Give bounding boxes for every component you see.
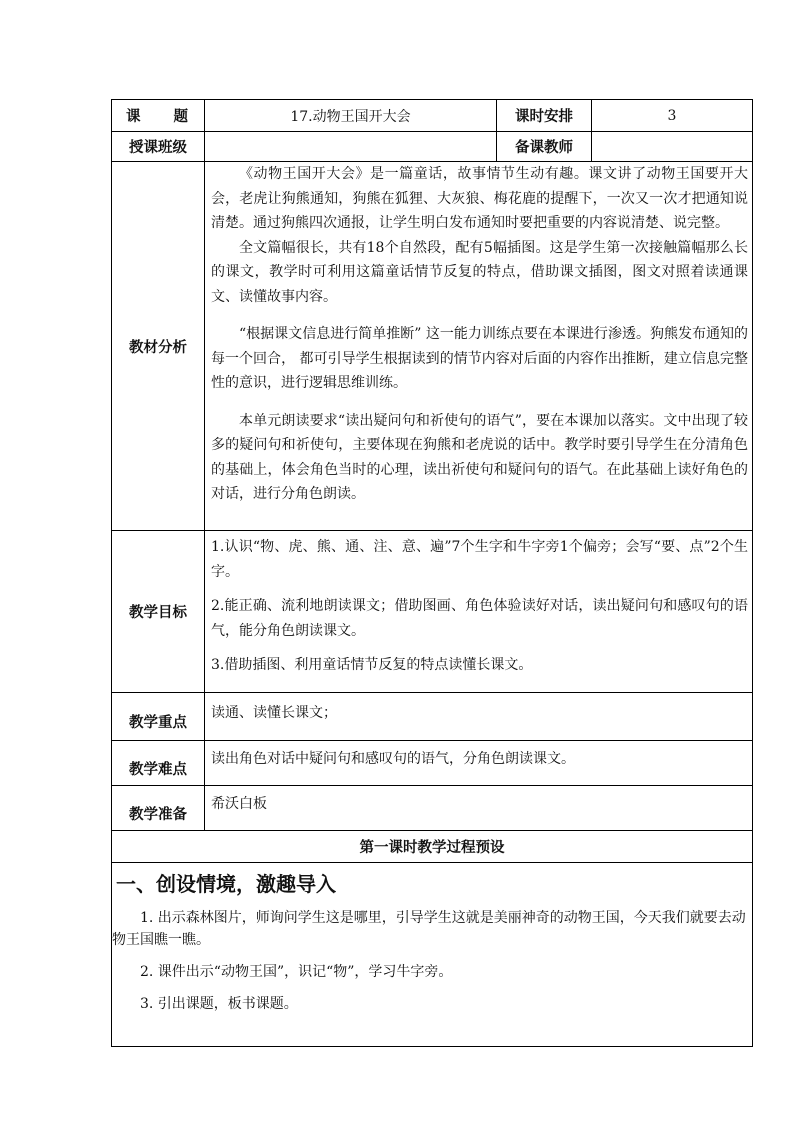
spacer [211,643,748,653]
spacer [112,899,748,907]
teacher-value [591,132,752,161]
analysis-label: 教材分析 [129,338,187,356]
row-course-title [112,100,752,131]
row-key-points [112,692,752,740]
spacer [211,584,748,594]
spacer [112,983,748,993]
goals-label: 教学目标 [129,604,187,621]
analysis-paragraph: 《动物王国开大会》是一篇童话，故事情节生动有趣。课文讲了动物王国要开大会，老虎让狗熊通知，狗熊在狐狸、大灰狼、梅花鹿的提醒下，一次又一次才把通知说清楚。通过狗熊四次通报，让学生明白发布通知时要把重要的内容说清楚、说完整。 [211,166,748,231]
process-section [112,862,752,1046]
goal-item: 3.借助插图、利用童话情节反复的特点读懂长课文。 [211,657,533,673]
class-label: 授课班级 [129,139,187,156]
class-value [204,132,496,161]
course-title: 17.动物王国开大会 [204,100,496,131]
process-title: 第一课时教学过程预设 [112,830,752,862]
spacer [211,396,748,409]
analysis-content [204,162,752,530]
schedule-label: 课时安排 [496,100,591,131]
spacer [211,309,748,322]
preparation-value: 希沃白板 [204,786,752,830]
analysis-paragraph: “根据课文信息进行简单推断” 这一能力训练点要在本课进行渗透。狗熊发布通知的每一个回合， 都可引导学生根据读到的情节内容对后面的内容作出推断，建立信息完整性的意识，进行逻辑思维训练。 [211,326,748,391]
analysis-paragraph: 全文篇幅很长，共有18个自然段，配有5幅插图。这是学生第一次接触篇幅那么长的课文，教学时可利用这篇童话情节反复的特点，借助课文插图，图文对照着读通课文、读懂故事内容。 [211,239,748,305]
goals-content [204,531,752,692]
course-label-char-2: 题 [173,108,188,125]
process-step: 3. 引出课题，板书课题。 [140,996,298,1012]
analysis-paragraph: 本单元朗读要求“读出疑问句和祈使句的语气”，要在本课加以落实。文中出现了较多的疑问句和祈使句，主要体现在狗熊和老虎说的话中。教学时要引导学生在分清角色的基础上，体会角色当时的心理，读出祈使句和疑问句的语气。在此基础上读好角色的对话，进行分角色朗读。 [211,412,748,502]
goal-item: 1.认识“物、虎、熊、通、注、意、遍”7个生字和牛字旁1个偏旁；会写“要、点”2个生字。 [211,539,748,580]
goal-item: 2.能正确、流利地朗读课文；借助图画、角色体验读好对话，读出疑问句和感叹句的语气，能分角色朗读课文。 [211,598,748,639]
schedule-value: 3 [591,100,752,131]
row-goals [112,530,752,692]
row-preparation [112,785,752,830]
course-label-char-1: 课 [126,108,141,125]
difficulties-value: 读出角色对话中疑问句和感叹句的语气，分角色朗读课文。 [204,741,752,785]
teacher-label: 备课教师 [496,132,591,161]
key-points-label: 教学重点 [129,714,187,731]
difficulties-label: 教学难点 [129,761,187,778]
key-points-value: 读通、读懂长课文； [204,693,752,740]
preparation-label: 教学准备 [129,806,187,823]
process-step: 2. 课件出示“动物王国”，识记“物”，学习牛字旁。 [140,964,453,980]
spacer [112,951,748,961]
row-difficulties [112,740,752,785]
row-analysis [112,161,752,530]
process-step: 1. 出示森林图片，师询问学生这是哪里，引导学生这就是美丽神奇的动物王国，今天我们就要去动物王国瞧一瞧。 [112,910,746,948]
lesson-plan-table [111,99,753,1047]
section-title: 一、创设情境，激趣导入 [116,872,336,896]
row-class-teacher [112,131,752,161]
course-label [112,100,204,131]
